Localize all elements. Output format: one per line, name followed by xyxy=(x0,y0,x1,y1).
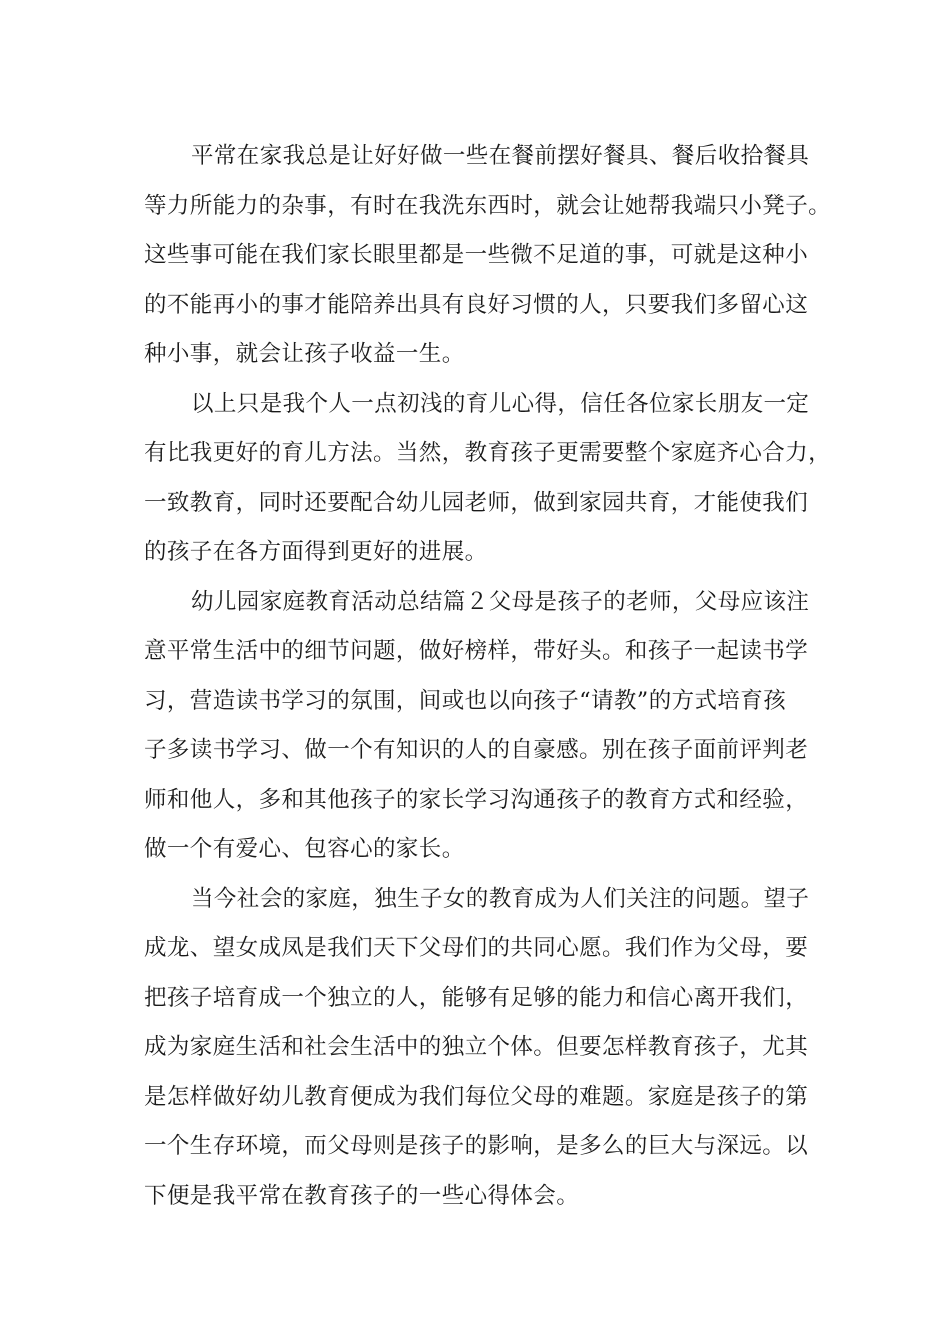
text-line: 的不能再小的事才能陪养出具有良好习惯的人，只要我们多留心这 xyxy=(144,291,809,318)
text-line: 平常在家我总是让好好做一些在餐前摆好餐具、餐后收拾餐具 xyxy=(191,143,810,169)
text-line: 把孩子培育成一个独立的人，能够有足够的能力和信心离开我们， xyxy=(144,984,809,1011)
text-line: 成龙、望女成凤是我们天下父母们的共同心愿。我们作为父母，要 xyxy=(144,935,809,961)
text-line: 当今社会的家庭，独生子女的教育成为人们关注的问题。望子 xyxy=(191,885,810,912)
text-line: 师和他人，多和其他孩子的家长学习沟通孩子的教育方式和经验， xyxy=(144,786,809,813)
text-line: 是怎样做好幼儿教育便成为我们每位父母的难题。家庭是孩子的第 xyxy=(144,1083,809,1110)
text-line: 子多读书学习、做一个有知识的人的自豪感。别在孩子面前评判老 xyxy=(144,737,809,763)
text-line: 幼儿园家庭教育活动总结篇２父母是孩子的老师，父母应该注 xyxy=(191,588,810,615)
text-line: 成为家庭生活和社会生活中的独立个体。但要怎样教育孩子，尤其 xyxy=(144,1034,809,1060)
text-line: 这些事可能在我们家长眼里都是一些微不足道的事，可就是这种小 xyxy=(144,242,809,268)
text-line: 一致教育，同时还要配合幼儿园老师，做到家园共育，才能使我们 xyxy=(144,489,809,516)
text-line: 以上只是我个人一点初浅的育儿心得，信任各位家长朋友一定 xyxy=(191,390,810,417)
text-line: 一个生存环境，而父母则是孩子的影响，是多么的巨大与深远。以 xyxy=(144,1133,809,1159)
text-line: 有比我更好的育儿方法。当然，教育孩子更需要整个家庭齐心合力， xyxy=(144,440,832,466)
text-line: 做一个有爱心、包容心的家长。 xyxy=(144,836,465,862)
text-line: 下便是我平常在教育孩子的一些心得体会。 xyxy=(144,1182,580,1209)
paragraph-4 xyxy=(144,875,824,1222)
text-line: 种小事，就会让孩子收益一生。 xyxy=(144,341,465,367)
paragraph-2 xyxy=(144,380,832,578)
paragraph-3 xyxy=(144,578,824,875)
text-line: 的孩子在各方面得到更好的进展。 xyxy=(144,539,488,565)
body-text xyxy=(144,132,832,1221)
text-line: 等力所能力的杂事，有时在我洗东西时，就会让她帮我端只小凳子。 xyxy=(144,192,832,219)
paragraph-1 xyxy=(144,132,832,380)
text-line: 意平常生活中的细节问题，做好榜样，带好头。和孩子一起读书学 xyxy=(144,638,809,664)
text-line: 习，营造读书学习的氛围，间或也以向孩子“请教”的方式培育孩 xyxy=(144,687,787,714)
